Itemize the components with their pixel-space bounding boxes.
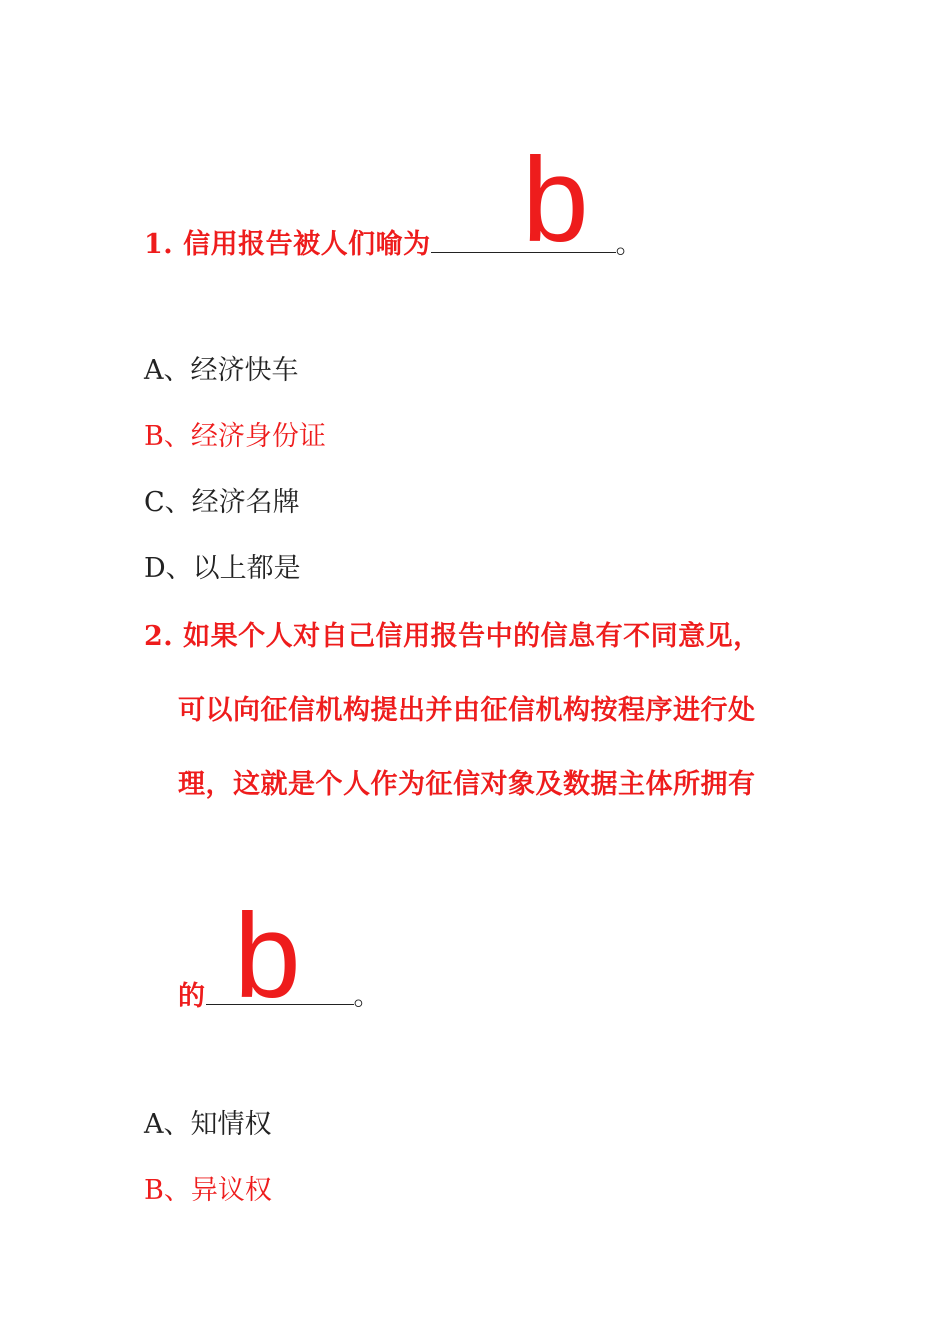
question-2-stem-tail: 的 — [178, 981, 206, 1012]
question-1-option-b: B、经济身份证 — [144, 421, 326, 452]
question-2-end-punct: 。 — [353, 981, 381, 1012]
question-1-option-a: A、经济快车 — [144, 355, 299, 386]
question-2-stem-line-2: 可以向征信机构提出并由征信机构按程序进行处 — [178, 695, 756, 726]
question-2-stem-line-3: 理，这就是个人作为征信对象及数据主体所拥有 — [178, 769, 756, 800]
question-1-option-c: C、经济名牌 — [144, 487, 300, 518]
question-1-end-punct: 。 — [615, 229, 644, 260]
question-2-option-b: B、异议权 — [144, 1175, 272, 1206]
question-2-option-a: A、知情权 — [144, 1109, 272, 1140]
question-1-handwritten-answer: b — [522, 133, 589, 267]
question-2-stem-line-1: 2. 如果个人对自己信用报告中的信息有不同意见， — [144, 621, 761, 652]
question-1-option-d: D、以上都是 — [144, 553, 301, 584]
question-2-handwritten-answer: b — [234, 889, 301, 1023]
question-1-stem: 1. 信用报告被人们喻为 — [144, 229, 431, 260]
